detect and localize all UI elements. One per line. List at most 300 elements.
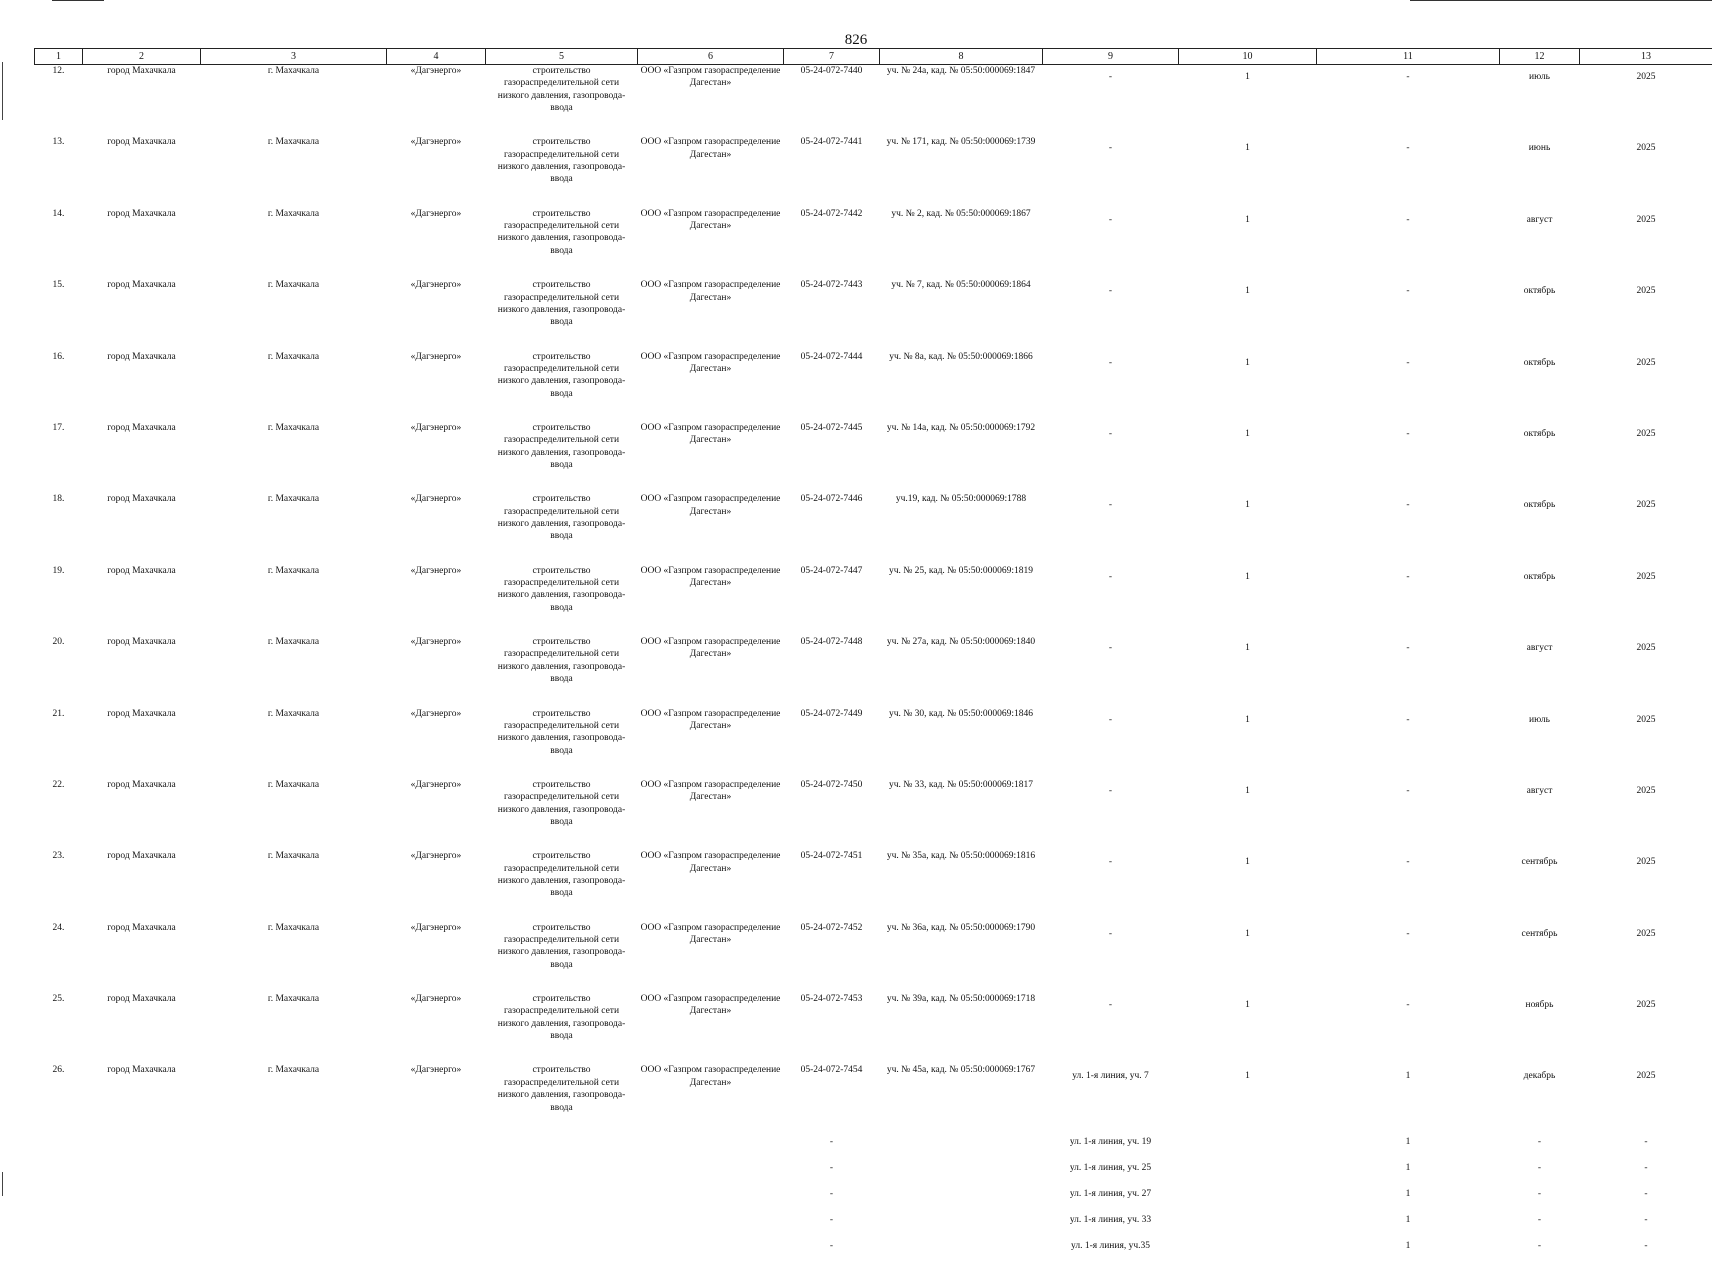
street-cell: ул. 1-я линия, уч. 19 (1043, 1136, 1179, 1162)
table-row (35, 136, 1712, 207)
table-subrow (35, 1136, 1712, 1162)
address-cell: уч. № 7, кад. № 05:50:000069:1864 (880, 279, 1043, 350)
row-number: 26. (35, 1064, 83, 1135)
year-cell: - (1580, 1162, 1712, 1188)
header-cell: 8 (880, 49, 1043, 65)
gdo-cell: ООО «Газпром газораспределение Дагестан» (638, 922, 784, 993)
municipality-cell: город Махачкала (83, 922, 201, 993)
settlement-cell: г. Махачкала (201, 65, 387, 137)
address-cell: уч. № 36а, кад. № 05:50:000069:1790 (880, 922, 1043, 993)
activity-cell: строительство газораспределительной сети низкого давления, газопровода-ввода (486, 1064, 638, 1135)
municipality-cell: город Махачкала (83, 850, 201, 921)
settlement-cell: г. Махачкала (201, 1064, 387, 1135)
col11-cell: 1 (1317, 1064, 1500, 1135)
empty-cell (486, 1240, 638, 1266)
empty-cell (83, 1214, 201, 1240)
gro-cell: «Дагэнерго» (387, 565, 486, 636)
empty-cell (638, 1214, 784, 1240)
year-cell: 2025 (1580, 422, 1712, 493)
street-cell: ул. 1-я линия, уч. 33 (1043, 1214, 1179, 1240)
scan-rule-top-right (1410, 0, 1712, 1)
col11-cell: - (1317, 850, 1500, 921)
object-code-cell: 05-24-072-7448 (784, 636, 880, 707)
empty-cell (486, 1188, 638, 1214)
table-row (35, 493, 1712, 564)
empty-cell (1179, 1214, 1317, 1240)
table-subrow (35, 1240, 1712, 1266)
col11-cell: - (1317, 636, 1500, 707)
object-code-cell: - (784, 1162, 880, 1188)
settlement-cell: г. Махачкала (201, 208, 387, 279)
month-cell: август (1500, 208, 1580, 279)
empty-cell (83, 1162, 201, 1188)
year-cell: - (1580, 1240, 1712, 1266)
table-row (35, 779, 1712, 850)
col11-cell: - (1317, 565, 1500, 636)
settlement-cell: г. Махачкала (201, 136, 387, 207)
col11-cell: - (1317, 65, 1500, 137)
empty-cell (638, 1240, 784, 1266)
empty-cell (1179, 1240, 1317, 1266)
gdo-cell: ООО «Газпром газораспределение Дагестан» (638, 565, 784, 636)
scan-rule-top-left (52, 0, 104, 1)
table-row (35, 65, 1712, 137)
header-cell: 6 (638, 49, 784, 65)
settlement-cell: г. Махачкала (201, 708, 387, 779)
municipality-cell: город Махачкала (83, 136, 201, 207)
empty-cell (880, 1188, 1043, 1214)
object-code-cell: 05-24-072-7441 (784, 136, 880, 207)
address-cell: уч. № 14а, кад. № 05:50:000069:1792 (880, 422, 1043, 493)
object-code-cell: 05-24-072-7452 (784, 922, 880, 993)
gdo-cell: ООО «Газпром газораспределение Дагестан» (638, 708, 784, 779)
col11-cell: - (1317, 136, 1500, 207)
row-number: 14. (35, 208, 83, 279)
object-code-cell: 05-24-072-7450 (784, 779, 880, 850)
col9-cell: - (1043, 993, 1179, 1064)
empty-cell (387, 1162, 486, 1188)
header-cell: 4 (387, 49, 486, 65)
empty-cell (486, 1162, 638, 1188)
settlement-cell: г. Махачкала (201, 779, 387, 850)
empty-cell (880, 1162, 1043, 1188)
c11-cell: 1 (1317, 1240, 1500, 1266)
empty-cell (387, 1136, 486, 1162)
row-number: 15. (35, 279, 83, 350)
year-cell: 2025 (1580, 65, 1712, 137)
page-number: 826 (0, 32, 1712, 49)
col10-cell: 1 (1179, 1064, 1317, 1135)
col10-cell: 1 (1179, 636, 1317, 707)
object-code-cell: 05-24-072-7440 (784, 65, 880, 137)
col10-cell: 1 (1179, 565, 1317, 636)
address-cell: уч. № 33, кад. № 05:50:000069:1817 (880, 779, 1043, 850)
header-cell: 12 (1500, 49, 1580, 65)
gro-cell: «Дагэнерго» (387, 993, 486, 1064)
municipality-cell: город Махачкала (83, 493, 201, 564)
table-row (35, 708, 1712, 779)
scan-mark-left (2, 62, 3, 120)
gro-cell: «Дагэнерго» (387, 208, 486, 279)
street-cell: ул. 1-я линия, уч. 27 (1043, 1188, 1179, 1214)
gro-cell: «Дагэнерго» (387, 779, 486, 850)
year-cell: - (1580, 1136, 1712, 1162)
empty-cell (638, 1188, 784, 1214)
col9-cell: - (1043, 922, 1179, 993)
header-row (35, 49, 1712, 65)
address-cell: уч. № 30, кад. № 05:50:000069:1846 (880, 708, 1043, 779)
month-cell: октябрь (1500, 493, 1580, 564)
object-code-cell: - (784, 1214, 880, 1240)
address-cell: уч.19, кад. № 05:50:000069:1788 (880, 493, 1043, 564)
row-number: 17. (35, 422, 83, 493)
empty-cell (1179, 1188, 1317, 1214)
scan-mark-left-bottom (2, 1172, 3, 1196)
col10-cell: 1 (1179, 136, 1317, 207)
address-cell: уч. № 45а, кад. № 05:50:000069:1767 (880, 1064, 1043, 1135)
col9-cell: - (1043, 208, 1179, 279)
address-cell: уч. № 8а, кад. № 05:50:000069:1866 (880, 351, 1043, 422)
col9-cell: - (1043, 422, 1179, 493)
municipality-cell: город Махачкала (83, 1064, 201, 1135)
empty-cell (35, 1136, 83, 1162)
year-cell: - (1580, 1214, 1712, 1240)
table-row (35, 208, 1712, 279)
col9-cell: - (1043, 65, 1179, 137)
year-cell: 2025 (1580, 1064, 1712, 1135)
gro-cell: «Дагэнерго» (387, 351, 486, 422)
col10-cell: 1 (1179, 208, 1317, 279)
row-number: 12. (35, 65, 83, 137)
col11-cell: - (1317, 779, 1500, 850)
month-cell: октябрь (1500, 422, 1580, 493)
street-cell: ул. 1-я линия, уч. 25 (1043, 1162, 1179, 1188)
year-cell: - (1580, 1188, 1712, 1214)
col9-cell: - (1043, 779, 1179, 850)
activity-cell: строительство газораспределительной сети низкого давления, газопровода-ввода (486, 708, 638, 779)
month-cell: - (1500, 1214, 1580, 1240)
table-row (35, 351, 1712, 422)
col10-cell: 1 (1179, 993, 1317, 1064)
gdo-cell: ООО «Газпром газораспределение Дагестан» (638, 351, 784, 422)
object-code-cell: - (784, 1136, 880, 1162)
gdo-cell: ООО «Газпром газораспределение Дагестан» (638, 993, 784, 1064)
settlement-cell: г. Махачкала (201, 993, 387, 1064)
col10-cell: 1 (1179, 65, 1317, 137)
empty-cell (638, 1162, 784, 1188)
municipality-cell: город Махачкала (83, 279, 201, 350)
row-number: 13. (35, 136, 83, 207)
object-code-cell: 05-24-072-7446 (784, 493, 880, 564)
col10-cell: 1 (1179, 779, 1317, 850)
activity-cell: строительство газораспределительной сети низкого давления, газопровода-ввода (486, 493, 638, 564)
row-number: 21. (35, 708, 83, 779)
object-code-cell: 05-24-072-7443 (784, 279, 880, 350)
month-cell: - (1500, 1240, 1580, 1266)
col9-cell: - (1043, 136, 1179, 207)
empty-cell (35, 1214, 83, 1240)
header-cell: 2 (83, 49, 201, 65)
municipality-cell: город Махачкала (83, 779, 201, 850)
header-cell: 11 (1317, 49, 1500, 65)
settlement-cell: г. Махачкала (201, 922, 387, 993)
activity-cell: строительство газораспределительной сети низкого давления, газопровода-ввода (486, 422, 638, 493)
month-cell: август (1500, 636, 1580, 707)
year-cell: 2025 (1580, 279, 1712, 350)
empty-cell (83, 1136, 201, 1162)
col10-cell: 1 (1179, 708, 1317, 779)
gdo-cell: ООО «Газпром газораспределение Дагестан» (638, 65, 784, 137)
object-code-cell: 05-24-072-7454 (784, 1064, 880, 1135)
empty-cell (387, 1188, 486, 1214)
gdo-cell: ООО «Газпром газораспределение Дагестан» (638, 1064, 784, 1135)
empty-cell (83, 1240, 201, 1266)
month-cell: июль (1500, 65, 1580, 137)
col11-cell: - (1317, 708, 1500, 779)
month-cell: декабрь (1500, 1064, 1580, 1135)
gdo-cell: ООО «Газпром газораспределение Дагестан» (638, 279, 784, 350)
street-cell: ул. 1-я линия, уч.35 (1043, 1240, 1179, 1266)
gdo-cell: ООО «Газпром газораспределение Дагестан» (638, 779, 784, 850)
empty-cell (880, 1136, 1043, 1162)
empty-cell (880, 1214, 1043, 1240)
activity-cell: строительство газораспределительной сети низкого давления, газопровода-ввода (486, 779, 638, 850)
empty-cell (486, 1214, 638, 1240)
activity-cell: строительство газораспределительной сети низкого давления, газопровода-ввода (486, 136, 638, 207)
gdo-cell: ООО «Газпром газораспределение Дагестан» (638, 136, 784, 207)
month-cell: август (1500, 779, 1580, 850)
table-subrow (35, 1214, 1712, 1240)
row-number: 23. (35, 850, 83, 921)
table-row (35, 565, 1712, 636)
address-cell: уч. № 2, кад. № 05:50:000069:1867 (880, 208, 1043, 279)
month-cell: октябрь (1500, 565, 1580, 636)
settlement-cell: г. Махачкала (201, 850, 387, 921)
gdo-cell: ООО «Газпром газораспределение Дагестан» (638, 850, 784, 921)
settlement-cell: г. Махачкала (201, 565, 387, 636)
settlement-cell: г. Махачкала (201, 351, 387, 422)
col9-cell: - (1043, 279, 1179, 350)
month-cell: июнь (1500, 136, 1580, 207)
activity-cell: строительство газораспределительной сети низкого давления, газопровода-ввода (486, 351, 638, 422)
c11-cell: 1 (1317, 1188, 1500, 1214)
address-cell: уч. № 24а, кад. № 05:50:000069:1847 (880, 65, 1043, 137)
col10-cell: 1 (1179, 850, 1317, 921)
gasification-table (34, 48, 1712, 1266)
municipality-cell: город Махачкала (83, 65, 201, 137)
activity-cell: строительство газораспределительной сети низкого давления, газопровода-ввода (486, 850, 638, 921)
row-number: 24. (35, 922, 83, 993)
month-cell: октябрь (1500, 351, 1580, 422)
row-number: 20. (35, 636, 83, 707)
gro-cell: «Дагэнерго» (387, 65, 486, 137)
month-cell: сентябрь (1500, 922, 1580, 993)
address-cell: уч. № 27а, кад. № 05:50:000069:1840 (880, 636, 1043, 707)
header-cell: 7 (784, 49, 880, 65)
activity-cell: строительство газораспределительной сети низкого давления, газопровода-ввода (486, 65, 638, 137)
object-code-cell: - (784, 1188, 880, 1214)
table-row (35, 1064, 1712, 1135)
object-code-cell: 05-24-072-7449 (784, 708, 880, 779)
empty-cell (486, 1136, 638, 1162)
gdo-cell: ООО «Газпром газораспределение Дагестан» (638, 636, 784, 707)
header-cell: 9 (1043, 49, 1179, 65)
row-number: 22. (35, 779, 83, 850)
municipality-cell: город Махачкала (83, 636, 201, 707)
empty-cell (201, 1240, 387, 1266)
month-cell: - (1500, 1136, 1580, 1162)
gro-cell: «Дагэнерго» (387, 136, 486, 207)
year-cell: 2025 (1580, 565, 1712, 636)
empty-cell (35, 1188, 83, 1214)
year-cell: 2025 (1580, 493, 1712, 564)
empty-cell (201, 1136, 387, 1162)
year-cell: 2025 (1580, 993, 1712, 1064)
header-cell: 13 (1580, 49, 1712, 65)
col9-cell: - (1043, 565, 1179, 636)
object-code-cell: 05-24-072-7451 (784, 850, 880, 921)
activity-cell: строительство газораспределительной сети низкого давления, газопровода-ввода (486, 993, 638, 1064)
col10-cell: 1 (1179, 279, 1317, 350)
col11-cell: - (1317, 208, 1500, 279)
gro-cell: «Дагэнерго» (387, 493, 486, 564)
row-number: 25. (35, 993, 83, 1064)
gro-cell: «Дагэнерго» (387, 422, 486, 493)
object-code-cell: 05-24-072-7447 (784, 565, 880, 636)
header-cell: 3 (201, 49, 387, 65)
row-number: 16. (35, 351, 83, 422)
table-row (35, 422, 1712, 493)
header-cell: 1 (35, 49, 83, 65)
empty-cell (201, 1162, 387, 1188)
col11-cell: - (1317, 993, 1500, 1064)
gro-cell: «Дагэнерго» (387, 708, 486, 779)
c11-cell: 1 (1317, 1162, 1500, 1188)
gro-cell: «Дагэнерго» (387, 636, 486, 707)
municipality-cell: город Махачкала (83, 422, 201, 493)
col9-cell: - (1043, 708, 1179, 779)
year-cell: 2025 (1580, 779, 1712, 850)
empty-cell (201, 1188, 387, 1214)
col10-cell: 1 (1179, 493, 1317, 564)
empty-cell (1179, 1136, 1317, 1162)
table-row (35, 850, 1712, 921)
year-cell: 2025 (1580, 850, 1712, 921)
activity-cell: строительство газораспределительной сети низкого давления, газопровода-ввода (486, 922, 638, 993)
empty-cell (638, 1136, 784, 1162)
col11-cell: - (1317, 493, 1500, 564)
table-subrow (35, 1188, 1712, 1214)
table-subrow (35, 1162, 1712, 1188)
object-code-cell: 05-24-072-7442 (784, 208, 880, 279)
col9-cell: ул. 1-я линия, уч. 7 (1043, 1064, 1179, 1135)
empty-cell (35, 1240, 83, 1266)
col11-cell: - (1317, 422, 1500, 493)
month-cell: октябрь (1500, 279, 1580, 350)
table-row (35, 279, 1712, 350)
month-cell: июль (1500, 708, 1580, 779)
settlement-cell: г. Махачкала (201, 636, 387, 707)
month-cell: сентябрь (1500, 850, 1580, 921)
gro-cell: «Дагэнерго» (387, 1064, 486, 1135)
address-cell: уч. № 171, кад. № 05:50:000069:1739 (880, 136, 1043, 207)
year-cell: 2025 (1580, 708, 1712, 779)
row-number: 18. (35, 493, 83, 564)
empty-cell (83, 1188, 201, 1214)
municipality-cell: город Махачкала (83, 565, 201, 636)
gro-cell: «Дагэнерго» (387, 279, 486, 350)
object-code-cell: 05-24-072-7453 (784, 993, 880, 1064)
month-cell: - (1500, 1188, 1580, 1214)
municipality-cell: город Махачкала (83, 351, 201, 422)
c11-cell: 1 (1317, 1214, 1500, 1240)
address-cell: уч. № 25, кад. № 05:50:000069:1819 (880, 565, 1043, 636)
col10-cell: 1 (1179, 922, 1317, 993)
settlement-cell: г. Махачкала (201, 422, 387, 493)
municipality-cell: город Махачкала (83, 708, 201, 779)
table-body (35, 65, 1712, 1266)
col9-cell: - (1043, 351, 1179, 422)
settlement-cell: г. Махачкала (201, 279, 387, 350)
activity-cell: строительство газораспределительной сети низкого давления, газопровода-ввода (486, 636, 638, 707)
empty-cell (35, 1162, 83, 1188)
object-code-cell: 05-24-072-7444 (784, 351, 880, 422)
header-cell: 5 (486, 49, 638, 65)
object-code-cell: 05-24-072-7445 (784, 422, 880, 493)
gdo-cell: ООО «Газпром газораспределение Дагестан» (638, 208, 784, 279)
header-cell: 10 (1179, 49, 1317, 65)
address-cell: уч. № 39а, кад. № 05:50:000069:1718 (880, 993, 1043, 1064)
gro-cell: «Дагэнерго» (387, 922, 486, 993)
gdo-cell: ООО «Газпром газораспределение Дагестан» (638, 493, 784, 564)
col11-cell: - (1317, 279, 1500, 350)
gdo-cell: ООО «Газпром газораспределение Дагестан» (638, 422, 784, 493)
empty-cell (201, 1214, 387, 1240)
year-cell: 2025 (1580, 208, 1712, 279)
empty-cell (880, 1240, 1043, 1266)
table-row (35, 922, 1712, 993)
activity-cell: строительство газораспределительной сети низкого давления, газопровода-ввода (486, 208, 638, 279)
col10-cell: 1 (1179, 351, 1317, 422)
row-number: 19. (35, 565, 83, 636)
gro-cell: «Дагэнерго» (387, 850, 486, 921)
table-row (35, 636, 1712, 707)
col9-cell: - (1043, 493, 1179, 564)
col9-cell: - (1043, 850, 1179, 921)
address-cell: уч. № 35а, кад. № 05:50:000069:1816 (880, 850, 1043, 921)
activity-cell: строительство газораспределительной сети низкого давления, газопровода-ввода (486, 279, 638, 350)
col11-cell: - (1317, 351, 1500, 422)
col9-cell: - (1043, 636, 1179, 707)
month-cell: ноябрь (1500, 993, 1580, 1064)
activity-cell: строительство газораспределительной сети низкого давления, газопровода-ввода (486, 565, 638, 636)
c11-cell: 1 (1317, 1136, 1500, 1162)
empty-cell (387, 1240, 486, 1266)
month-cell: - (1500, 1162, 1580, 1188)
year-cell: 2025 (1580, 351, 1712, 422)
year-cell: 2025 (1580, 636, 1712, 707)
settlement-cell: г. Махачкала (201, 493, 387, 564)
empty-cell (387, 1214, 486, 1240)
col11-cell: - (1317, 922, 1500, 993)
year-cell: 2025 (1580, 136, 1712, 207)
year-cell: 2025 (1580, 922, 1712, 993)
col10-cell: 1 (1179, 422, 1317, 493)
object-code-cell: - (784, 1240, 880, 1266)
table-row (35, 993, 1712, 1064)
municipality-cell: город Махачкала (83, 993, 201, 1064)
empty-cell (1179, 1162, 1317, 1188)
